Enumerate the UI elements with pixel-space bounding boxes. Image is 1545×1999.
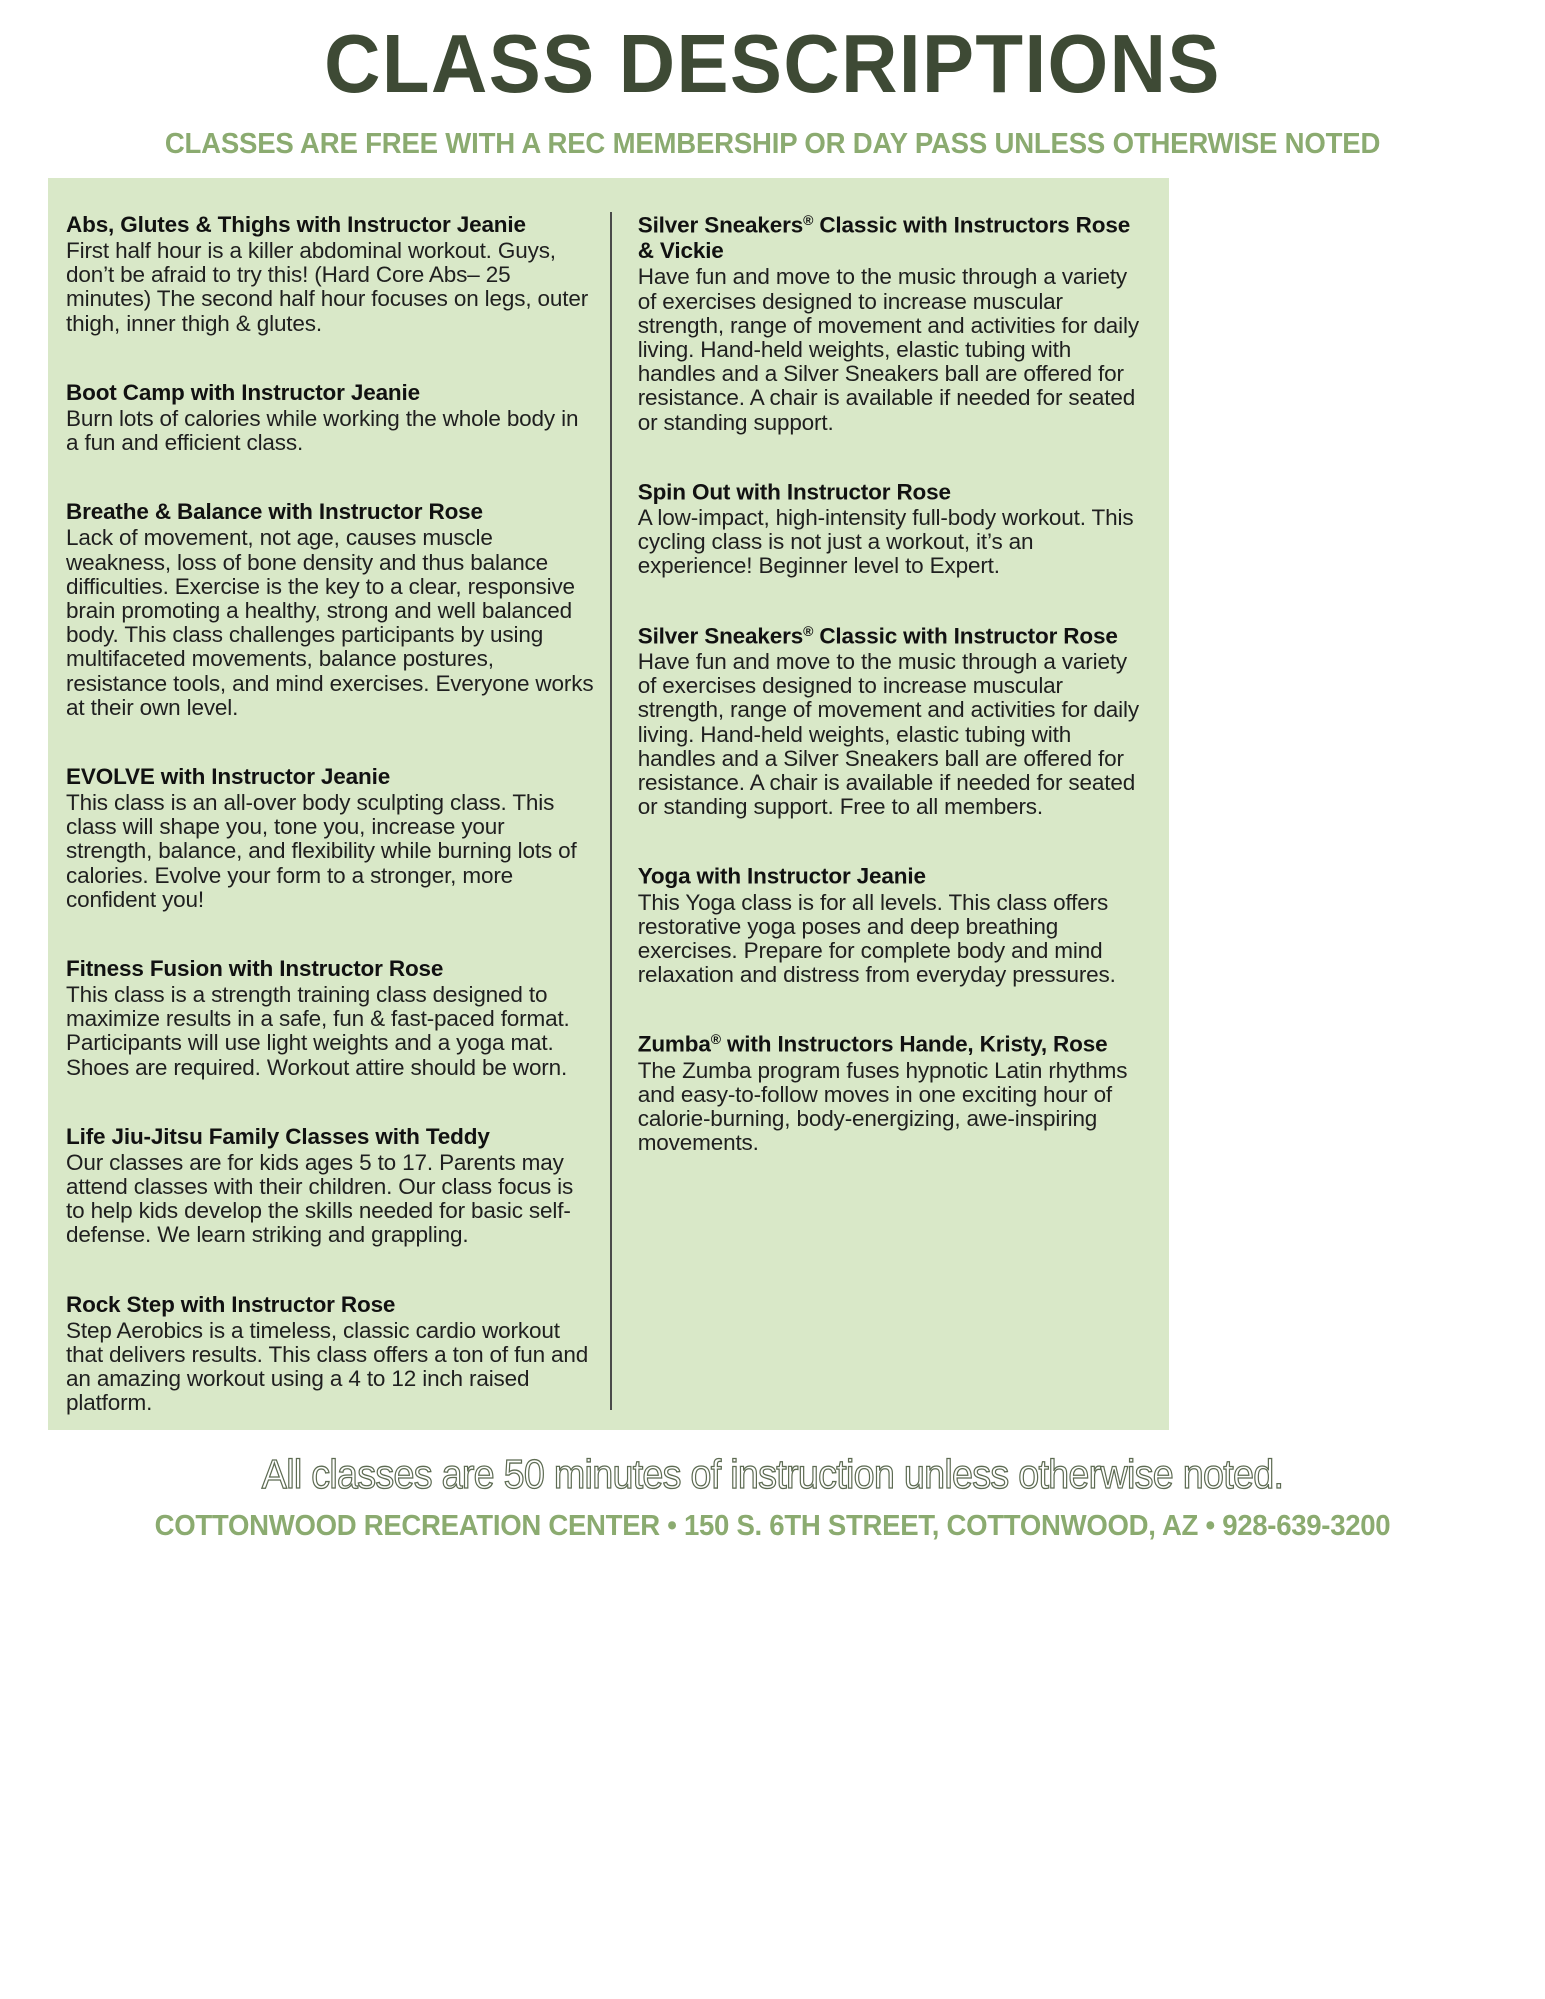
class-title-text: Silver Sneakers bbox=[637, 212, 804, 238]
page-footer bbox=[0, 1452, 1545, 1543]
class-title-text-cont: Classic with Instructor Rose bbox=[813, 622, 1118, 648]
footer-address: COTTONWOOD RECREATION CENTER • 150 S. 6TH STREET, COTTONWOOD, AZ • 928-639-3200 bbox=[154, 1510, 1391, 1543]
class-entry bbox=[638, 479, 1143, 579]
registered-trademark-icon: ® bbox=[803, 212, 814, 228]
class-description: Have fun and move to the music through a variety of exercises designed to increase muscular strength, range of movement and activities for daily living. Hand-held weights, elastic tubing with handles and a Silver Sneakers ball are offered for resistance. A chair is available if needed for seated or standing support. bbox=[637, 264, 1139, 435]
registered-trademark-icon: ® bbox=[803, 622, 814, 639]
class-description: This class is a strength training class designed to maximize results in a safe, fun & fast-paced format. Participants will use light weights and a yoga mat. Shoes are required. Workout attire should be worn. bbox=[66, 982, 570, 1080]
right-column bbox=[610, 212, 1143, 1410]
class-entry bbox=[66, 1292, 596, 1416]
class-title bbox=[638, 623, 1143, 649]
class-title-text-cont: with Instructors Hande, Kristy, Rose bbox=[720, 1031, 1108, 1057]
class-description: Lack of movement, not age, causes muscle weakness, loss of bone density and thus balance difficulties. Exercise is the key to a clear, responsive brain promoting a healthy, strong and well balanced body. This class challenges participants by using multifaceted movements, balance postures, resistance tools, and mind exercises. Everyone works at their own level. bbox=[66, 525, 594, 720]
class-title bbox=[638, 479, 1143, 505]
class-description: A low-impact, high-intensity full-body workout. This cycling class is not just a workout, it’s an experience! Beginner level to Expert. bbox=[637, 505, 1134, 579]
left-column bbox=[66, 212, 610, 1416]
class-description: Step Aerobics is a timeless, classic cardio workout that delivers results. This class offers a ton of fun and an amazing workout using a 4 to 12 inch raised platform. bbox=[66, 1317, 589, 1416]
class-title-text: Zumba bbox=[637, 1031, 711, 1057]
class-entry bbox=[66, 956, 596, 1080]
class-title: Boot Camp with Instructor Jeanie bbox=[66, 379, 420, 405]
class-title-text: Spin Out with Instructor Rose bbox=[637, 479, 951, 504]
class-title: Fitness Fusion with Instructor Rose bbox=[66, 955, 444, 981]
class-title: EVOLVE with Instructor Jeanie bbox=[66, 763, 391, 789]
class-title: Breathe & Balance with Instructor Rose bbox=[66, 499, 483, 525]
class-entry bbox=[66, 212, 596, 336]
class-entry bbox=[638, 623, 1143, 820]
page-title: CLASS DESCRIPTIONS bbox=[324, 17, 1221, 110]
class-title: Abs, Glutes & Thighs with Instructor Jeanie bbox=[66, 212, 526, 237]
class-description: First half hour is a killer abdominal workout. Guys, don’t be afraid to try this! (Hard Core Abs– 25 minutes) The second half hour focuses on legs, outer thigh, inner thigh & glutes. bbox=[66, 238, 589, 336]
page-header bbox=[0, 0, 1545, 161]
class-entry bbox=[638, 863, 1143, 987]
class-title: Life Jiu-Jitsu Family Classes with Teddy bbox=[66, 1123, 490, 1149]
class-entry bbox=[66, 1124, 596, 1248]
class-entry bbox=[638, 1031, 1143, 1155]
footer-note: All classes are 50 minutes of instruction unless otherwise noted. bbox=[261, 1451, 1284, 1497]
class-description: Have fun and move to the music through a variety of exercises designed to increase muscular strength, range of movement and activities for daily living. Hand-held weights, elastic tubing with handles and a Silver Sneakers ball are offered for resistance. A chair is available if needed for seated or standing support. Free to all members. bbox=[637, 649, 1139, 820]
class-title-text-cont: Classic with Instructors Rose & Vickie bbox=[637, 212, 1131, 264]
registered-trademark-icon: ® bbox=[710, 1031, 721, 1048]
class-title bbox=[638, 1031, 1143, 1057]
class-description: Our classes are for kids ages 5 to 17. Parents may attend classes with their children. Our class focus is to help kids develop the skills needed for basic self-defense. We learn striking and grappling. bbox=[66, 1149, 574, 1248]
class-entry bbox=[66, 499, 596, 720]
class-title: Rock Step with Instructor Rose bbox=[66, 1291, 396, 1317]
class-entry bbox=[66, 380, 596, 455]
page-subtitle: CLASSES ARE FREE WITH A REC MEMBERSHIP OR DAY PASS UNLESS OTHERWISE NOTED bbox=[164, 128, 1381, 160]
class-description: Burn lots of calories while working the whole body in a fun and efficient class. bbox=[66, 405, 579, 456]
class-title-text: Yoga with Instructor Jeanie bbox=[637, 863, 926, 889]
class-entry bbox=[66, 764, 596, 912]
class-title bbox=[638, 863, 1143, 889]
class-title-text: Silver Sneakers bbox=[637, 622, 804, 648]
class-title bbox=[638, 212, 1143, 264]
class-entry bbox=[638, 212, 1143, 435]
class-description: This class is an all-over body sculpting class. This class will shape you, tone you, increase your strength, balance, and flexibility while burning lots of calories. Evolve your form to a stronger, more confident you! bbox=[66, 790, 577, 912]
class-description: This Yoga class is for all levels. This class offers restorative yoga poses and deep breathing exercises. Prepare for complete body and mind relaxation and distress from everyday pressures. bbox=[637, 889, 1116, 988]
class-description: The Zumba program fuses hypnotic Latin rhythms and easy-to-follow moves in one exciting hour of calorie-burning, body-energizing, awe-inspiring movements. bbox=[637, 1057, 1128, 1156]
class-descriptions-panel bbox=[48, 178, 1169, 1430]
